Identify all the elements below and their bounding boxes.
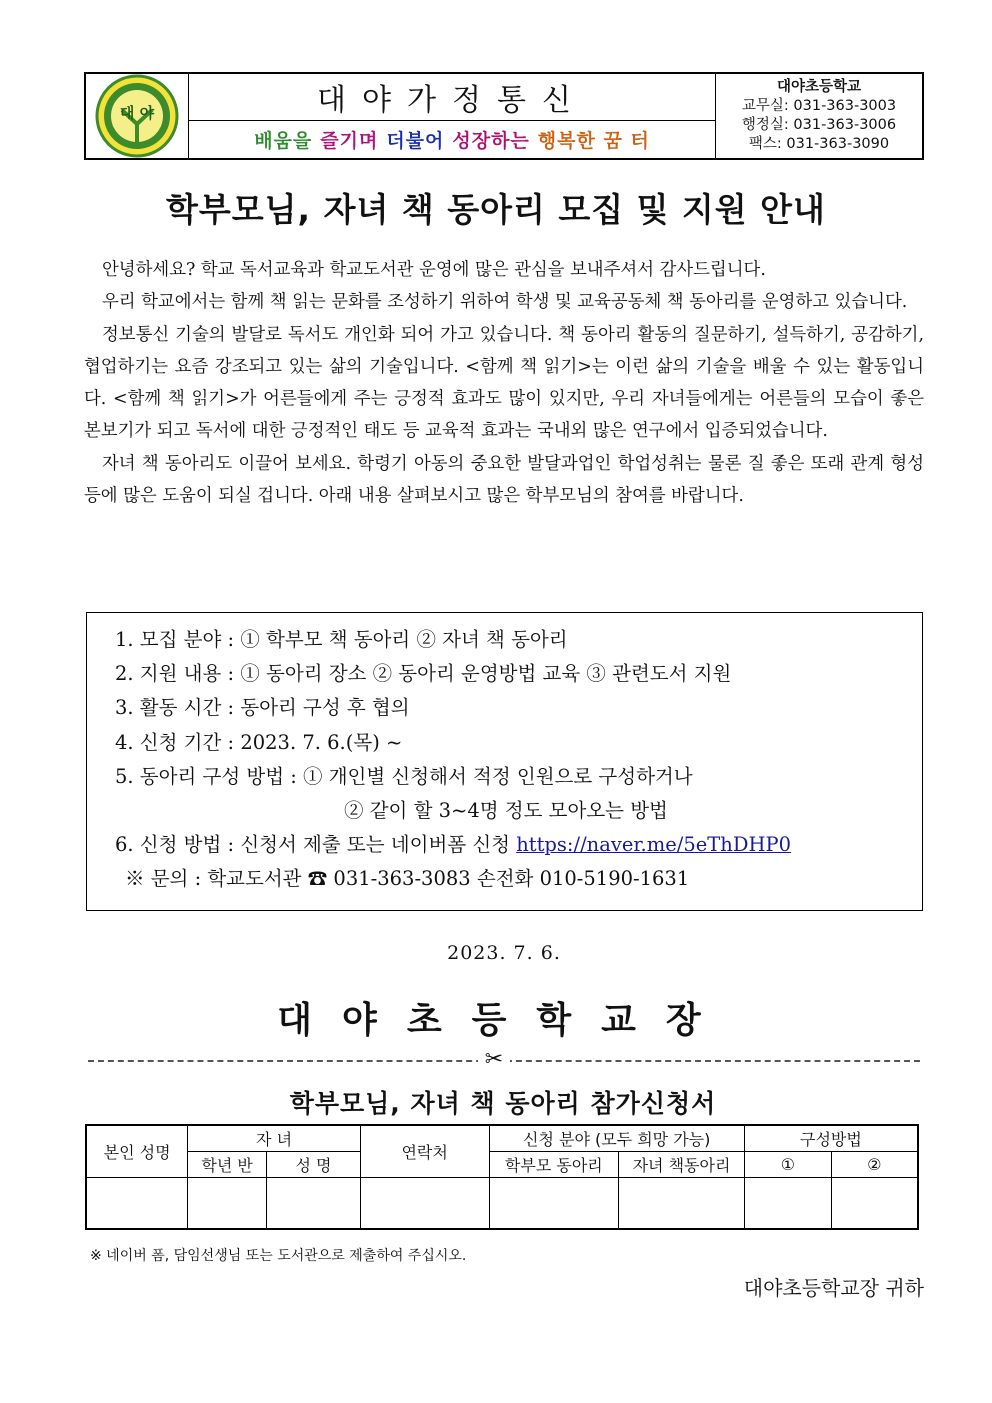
addressee: 대야초등학교장 귀하 [743, 1276, 924, 1300]
application-form-table [85, 1124, 919, 1230]
form-title: 학부모님, 자녀 책 동아리 참가신청서 [289, 1089, 717, 1118]
motto-word-2: 즐기며 [320, 130, 379, 152]
motto-word-5: 행복한 꿈 터 [537, 130, 650, 152]
contact-office: 교무실: 031-363-3003 [741, 98, 897, 114]
motto-word-3: 더불어 [386, 130, 445, 152]
document-body [84, 254, 924, 512]
paragraph-2: 우리 학교에서는 함께 책 읽는 문화를 조성하기 위하여 학생 및 교육공동체 책 동아리를 운영하고 있습니다. [102, 292, 908, 313]
input-contact[interactable] [360, 1177, 489, 1229]
header-method: 구성방법 [744, 1125, 918, 1151]
motto-word-4: 성장하는 [452, 130, 530, 152]
school-logo-icon [92, 74, 182, 158]
school-contact-cell [716, 74, 922, 158]
paragraph-3: 정보통신 기술의 발달로 독서도 개인화 되어 가고 있습니다. 책 동아리 활동의 질문하기, 설득하기, 공감하기, 협업하기는 요즘 강조되고 있는 삶의 기술입니다. <함께 책 읽기>는 이런 삶의 기술을 배울 수 있는 활동입니다. <함께 책 읽기>가 어른들에게 주는 긍정적 효과도 많이 있지만, 우리 자녀들에게는 어른들의 모습이 좋은 본보기가 되고 독서에 대한 긍정적인 태도 등 교육적 효과는 국내외 많은 연구에서 입증되었습니다. [84, 324, 924, 442]
table-row [86, 1177, 918, 1229]
newsletter-header [84, 72, 924, 160]
detail-item-5: 5. 동아리 구성 방법 : ① 개인별 신청해서 적정 인원으로 구성하거나 [115, 764, 693, 788]
input-grade-class[interactable] [188, 1177, 267, 1229]
input-applicant-name[interactable] [86, 1177, 188, 1229]
detail-item-5-continued: ② 같이 할 3~4명 정도 모아오는 방법 [344, 799, 668, 823]
issue-date: 2023. 7. 6. [447, 942, 561, 964]
header-applicant-name: 본인 성명 [86, 1125, 188, 1177]
contact-admin: 행정실: 031-363-3006 [741, 117, 897, 133]
header-grade-class: 학년 반 [188, 1151, 267, 1177]
details-box [86, 612, 923, 911]
header-child-club: 자녀 책동아리 [619, 1151, 745, 1177]
contact-fax: 팩스: 031-363-3090 [748, 136, 890, 152]
header-child-name: 성 명 [267, 1151, 361, 1177]
input-method-1[interactable] [744, 1177, 831, 1229]
detail-item-1: 1. 모집 분야 : ① 학부모 책 동아리 ② 자녀 책 동아리 [115, 628, 568, 651]
input-parent-club[interactable] [489, 1177, 619, 1229]
detail-item-6-text: 6. 신청 방법 : 신청서 제출 또는 네이버폼 신청 [115, 833, 517, 857]
school-motto [189, 121, 715, 158]
detail-item-3: 3. 활동 시간 : 동아리 구성 후 협의 [115, 696, 410, 720]
input-child-club[interactable] [619, 1177, 745, 1229]
paragraph-4: 자녀 책 동아리도 이끌어 보세요. 학령기 아동의 중요한 발달과업인 학업성취는 물론 질 좋은 또래 관계 형성 등에 많은 도움이 되실 겁니다. 아래 내용 살펴보시고 많은 학부모님의 참여를 바랍니다. [84, 453, 924, 507]
newsletter-title: 대야가정통신 [189, 74, 715, 121]
scissors-icon: ✂ [478, 1046, 510, 1074]
document-title: 학부모님, 자녀 책 동아리 모집 및 지원 안내 [166, 190, 826, 229]
principal-signature: 대야초등학교장 [277, 1000, 731, 1041]
header-parent-club: 학부모 동아리 [489, 1151, 619, 1177]
inquiry-note: ※ 문의 : 학교도서관 ☎ 031-363-3083 손전화 010-5190-1631 [125, 867, 690, 891]
header-child: 자 녀 [188, 1125, 361, 1151]
svg-text:대 야: 대 야 [119, 104, 155, 122]
form-footnote: ※ 네이버 폼, 담임선생님 또는 도서관으로 제출하여 주십시오. [90, 1248, 467, 1264]
naver-form-link[interactable]: https://naver.me/5eThDHP0 [516, 833, 792, 857]
input-child-name[interactable] [267, 1177, 361, 1229]
paragraph-1: 안녕하세요? 학교 독서교육과 학교도서관 운영에 많은 관심을 보내주셔서 감사드립니다. [102, 260, 766, 280]
motto-word-1: 배움을 [254, 130, 313, 152]
school-logo-cell [86, 74, 189, 158]
header-field: 신청 분야 (모두 희망 가능) [489, 1125, 744, 1151]
detail-item-2: 2. 지원 내용 : ① 동아리 장소 ② 동아리 운영방법 교육 ③ 관련도서 지원 [115, 662, 732, 686]
header-method-1: ① [744, 1151, 831, 1177]
detail-item-4: 4. 신청 기간 : 2023. 7. 6.(목) ~ [115, 730, 403, 754]
detail-item-6 [115, 828, 922, 862]
header-contact: 연락처 [360, 1125, 489, 1177]
header-method-2: ② [831, 1151, 918, 1177]
title-cell [189, 74, 716, 158]
input-method-2[interactable] [831, 1177, 918, 1229]
school-name: 대야초등학교 [776, 79, 862, 95]
